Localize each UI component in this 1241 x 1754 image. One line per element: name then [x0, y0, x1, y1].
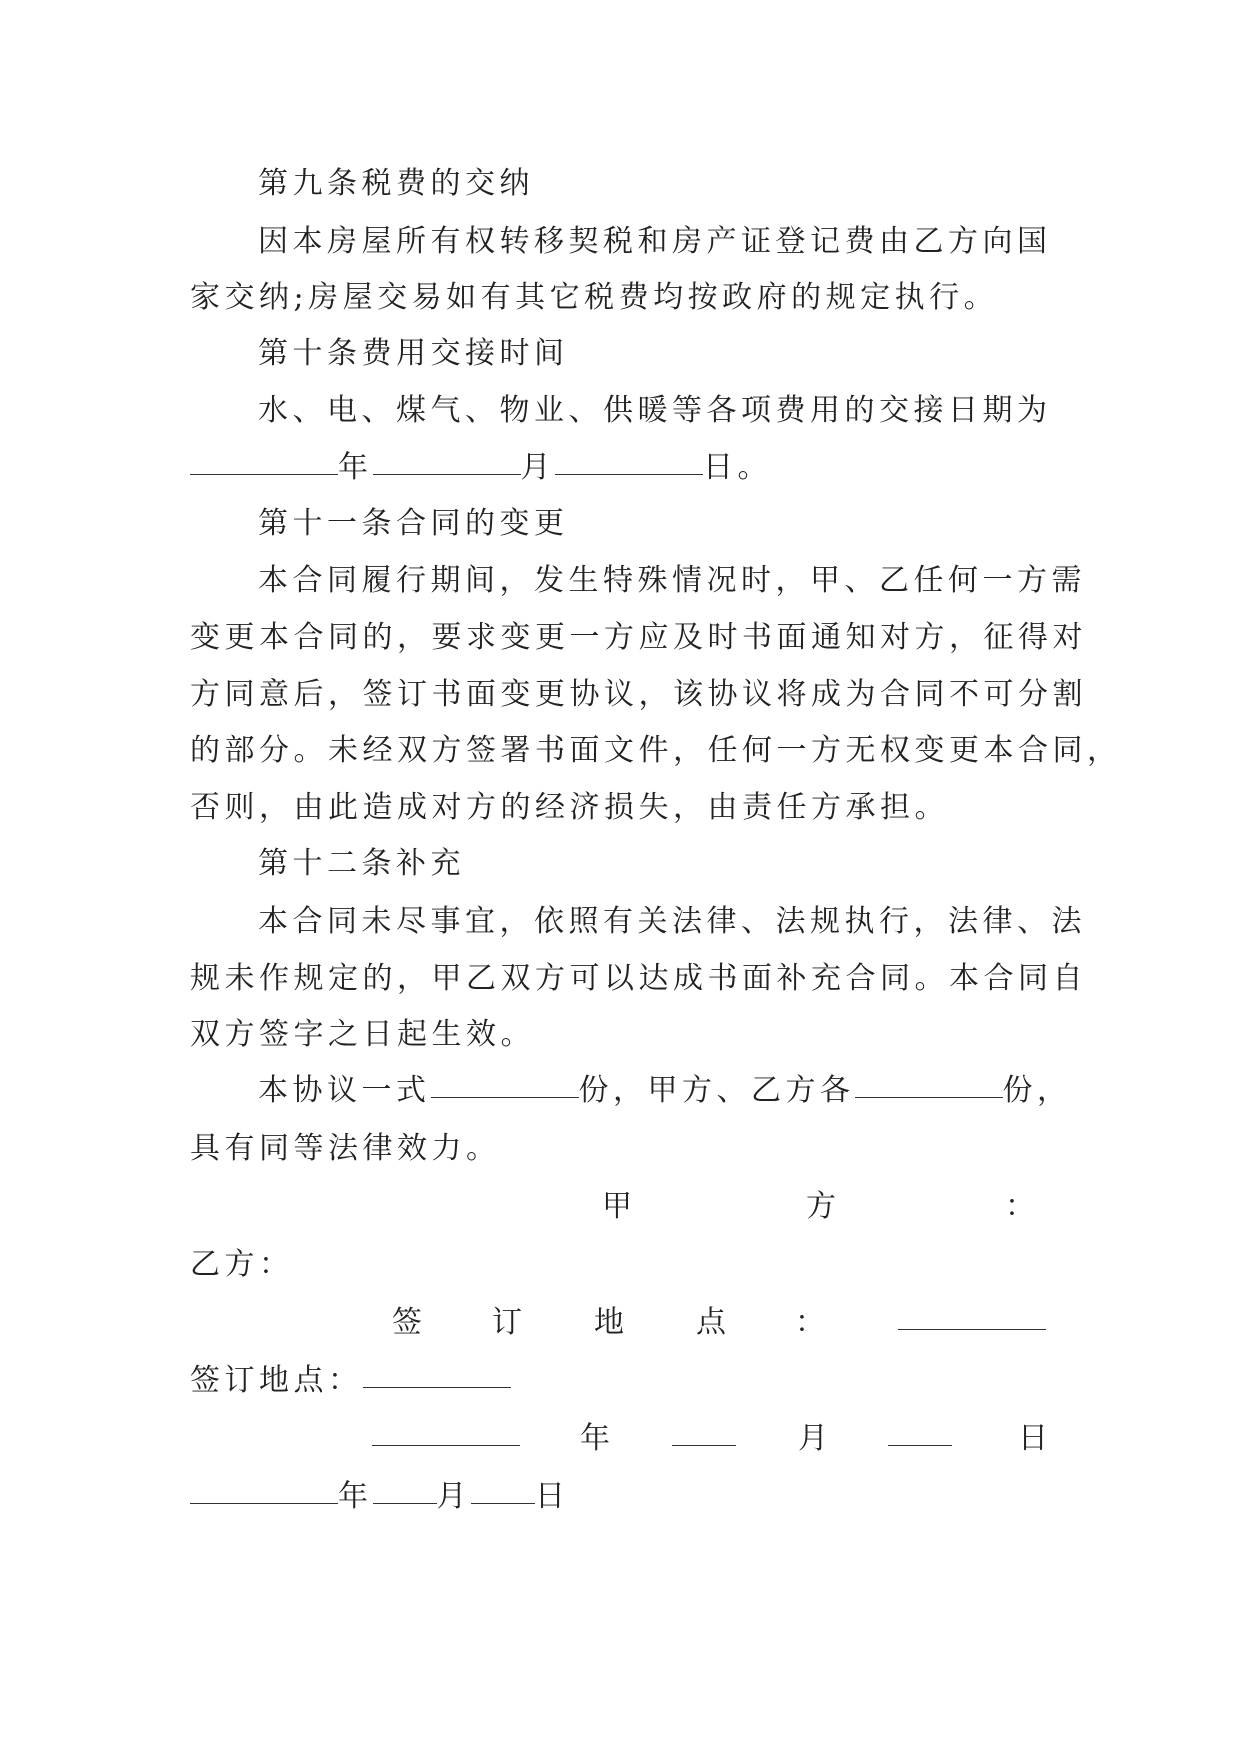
date-b-month-blank — [373, 1481, 437, 1504]
date-b-day-blank — [471, 1481, 535, 1504]
article-11-paragraph-line-1: 本合同履行期间，发生特殊情况时，甲、乙任何一方需 — [258, 563, 1086, 598]
month-blank — [373, 452, 521, 475]
date-a-year-label: 年 — [580, 1421, 610, 1456]
signing-place-colon: ： — [795, 1305, 825, 1340]
date-a-month-label: 月 — [798, 1421, 828, 1456]
article-10-paragraph-line-1: 水、电、煤气、物业、供暖等各项费用的交接日期为 — [258, 393, 1052, 428]
signing-place-char-2: 订 — [492, 1305, 522, 1340]
copies-line-2: 具有同等法律效力。 — [190, 1131, 501, 1166]
copies-line-1 — [190, 1062, 1072, 1120]
article-10-heading: 第十条费用交接时间 — [258, 336, 569, 371]
article-11-paragraph-line-2: 变更本合同的，要求变更一方应及时书面通知对方，征得对 — [190, 620, 1087, 655]
date-b-year-blank — [190, 1481, 338, 1504]
article-12-heading: 第十二条补充 — [258, 846, 465, 881]
date-b-line — [190, 1468, 570, 1526]
year-label: 年 — [338, 450, 373, 485]
year-blank — [190, 452, 338, 475]
date-b-year-label: 年 — [338, 1479, 373, 1514]
article-11-paragraph-line-3: 方同意后，签订书面变更协议，该协议将成为合同不可分割 — [190, 677, 1087, 712]
article-12-paragraph-line-2: 规未作规定的，甲乙双方可以达成书面补充合同。本合同自 — [190, 961, 1087, 996]
party-a-char-1: 甲 — [602, 1189, 632, 1224]
article-12-paragraph-line-1: 本合同未尽事宜，依照有关法律、法规执行，法律、法 — [258, 904, 1086, 939]
copies-each-blank — [855, 1075, 1003, 1098]
signing-place-char-4: 点 — [696, 1305, 726, 1340]
copies-total-blank — [431, 1075, 579, 1098]
copies-text-2: 份，甲方、乙方各 — [578, 1073, 855, 1108]
signing-place-blank-b — [363, 1365, 511, 1388]
signing-place-b — [190, 1352, 511, 1410]
party-b-label: 乙方： — [190, 1247, 294, 1282]
copies-text-3: 份， — [1002, 1073, 1072, 1108]
date-a-day-label: 日 — [1018, 1421, 1048, 1456]
article-9-paragraph-line-1: 因本房屋所有权转移契税和房产证登记费由乙方向国 — [258, 224, 1052, 259]
date-b-day-label: 日 — [535, 1479, 570, 1514]
party-a-colon: ： — [1005, 1189, 1035, 1224]
article-11-paragraph-line-4: 的部分。未经双方签署书面文件，任何一方无权变更本合同， — [190, 733, 1122, 768]
signing-place-char-1: 签 — [392, 1305, 422, 1340]
date-a-month-blank — [672, 1410, 736, 1468]
day-blank — [555, 452, 703, 475]
article-9-heading: 第九条税费的交纳 — [258, 166, 534, 201]
signing-place-b-label: 签订地点： — [190, 1363, 363, 1398]
date-a-day-blank — [888, 1410, 952, 1468]
copies-text-1: 本协议一式 — [258, 1073, 431, 1108]
date-a-year-blank — [372, 1410, 520, 1468]
month-label: 月 — [520, 450, 555, 485]
party-a-char-2: 方 — [806, 1189, 836, 1224]
signing-place-blank-a — [898, 1294, 1046, 1352]
article-10-date-line — [190, 439, 1050, 497]
date-b-month-label: 月 — [436, 1479, 471, 1514]
article-11-heading: 第十一条合同的变更 — [258, 506, 569, 541]
signing-place-char-3: 地 — [594, 1305, 624, 1340]
article-11-paragraph-line-5: 否则，由此造成对方的经济损失，由责任方承担。 — [190, 790, 949, 825]
article-9-paragraph-line-2: 家交纳;房屋交易如有其它税费均按政府的规定执行。 — [190, 280, 999, 315]
day-label: 日。 — [703, 450, 772, 485]
article-12-paragraph-line-3: 双方签字之日起生效。 — [190, 1017, 535, 1052]
